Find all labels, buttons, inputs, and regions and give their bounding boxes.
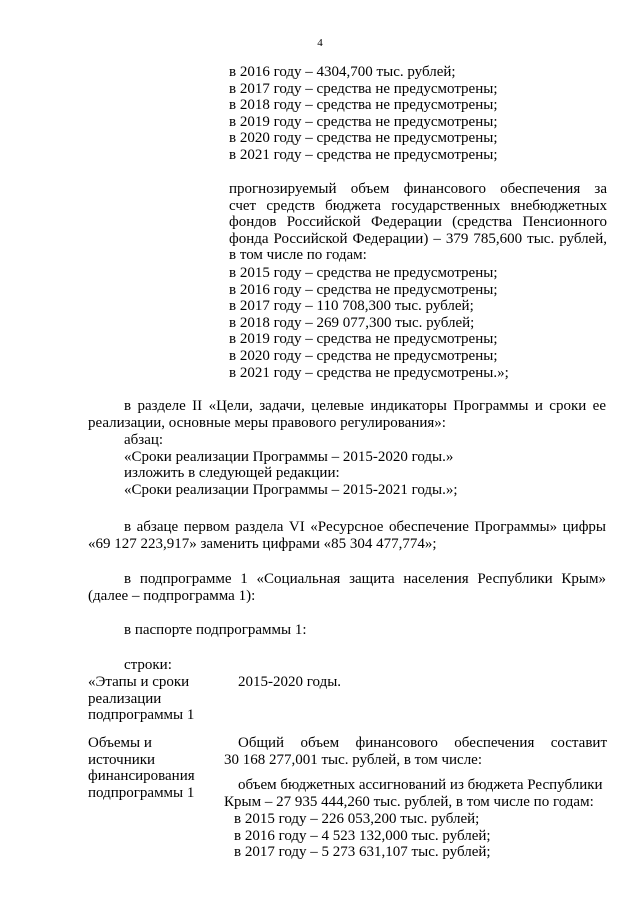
text-line: реализации — [88, 690, 162, 707]
text-line: объем бюджетных ассигнований из бюджета Республики — [238, 777, 603, 793]
list-item: в 2016 году – 4 523 132,000 тыс. рублей; — [234, 827, 491, 844]
page-number: 4 — [317, 37, 323, 49]
stages-label — [88, 674, 206, 724]
section-2-amendment — [88, 398, 606, 431]
text-line: в подпрограмме 1 «Социальная защита населения Республики Крым» — [124, 571, 606, 587]
pension-fund-paragraph — [229, 181, 607, 264]
section-6-amendment — [88, 519, 606, 552]
text-line: реализации, основные меры правового регулирования»: — [88, 414, 446, 431]
text-line: в абзаце первом раздела VI «Ресурсное обеспечение Программы» цифры — [124, 519, 606, 535]
list-item: в 2018 году – средства не предусмотрены; — [229, 97, 498, 114]
text-line: источники — [88, 751, 156, 768]
rows-heading: строки: — [124, 657, 172, 673]
text-line: счет средств бюджета государственных внебюджетных — [229, 197, 607, 214]
list-item: в 2015 году – 226 053,200 тыс. рублей; — [234, 811, 480, 827]
text-line: Общий объем финансового обеспечения составит — [238, 735, 607, 751]
list-item: в 2017 году – средства не предусмотрены; — [229, 80, 498, 97]
list-item: в 2015 году – средства не предусмотрены; — [229, 265, 498, 281]
list-item: в 2018 году – 269 077,300 тыс. рублей; — [229, 314, 475, 331]
subprogram-amendment — [88, 571, 606, 604]
section-2-replacement — [124, 432, 458, 498]
list-item: в 2017 году – 110 708,300 тыс. рублей; — [229, 298, 474, 315]
volumes-budget — [224, 777, 603, 810]
text-line: фонда Российской Федерации) – 379 785,600 тыс. рублей, — [229, 230, 607, 247]
list-item: в 2021 году – средства не предусмотрены.»; — [229, 364, 509, 381]
volumes-years-list — [234, 811, 491, 861]
text-line: финансирования — [88, 768, 195, 785]
text-line: абзац: — [124, 432, 164, 448]
text-line: «Сроки реализации Программы – 2015-2020 годы.» — [124, 448, 454, 465]
text-line: прогнозируемый объем финансового обеспечения за — [229, 181, 607, 197]
text-line: 30 168 277,001 тыс. рублей, в том числе: — [224, 751, 483, 768]
text-line: «Этапы и сроки — [88, 674, 190, 690]
list-item: в 2020 году – средства не предусмотрены; — [229, 130, 498, 147]
text-line: «69 127 223,917» заменить цифрами «85 304 477,774»; — [88, 535, 437, 552]
funding-years-list-a — [229, 64, 498, 164]
list-item: в 2017 году – 5 273 631,107 тыс. рублей; — [234, 844, 491, 861]
list-item: в 2016 году – 4304,700 тыс. рублей; — [229, 64, 456, 80]
list-item: в 2016 году – средства не предусмотрены; — [229, 281, 498, 298]
volumes-label — [88, 735, 206, 801]
list-item: в 2020 году – средства не предусмотрены; — [229, 347, 498, 364]
text-line: подпрограммы 1 — [88, 784, 195, 801]
passport-heading: в паспорте подпрограммы 1: — [124, 622, 307, 638]
text-line: изложить в следующей редакции: — [124, 465, 340, 482]
volumes-total — [224, 735, 607, 768]
list-item: в 2019 году – средства не предусмотрены; — [229, 331, 498, 348]
text-line: в разделе II «Цели, задачи, целевые индикаторы Программы и сроки ее — [124, 398, 606, 414]
stages-value: 2015-2020 годы. — [238, 674, 342, 690]
list-item: в 2021 году – средства не предусмотрены; — [229, 146, 498, 163]
funding-years-list-b — [229, 265, 509, 381]
text-line: фондов Российской Федерации (средства Пенсионного — [229, 214, 607, 231]
text-line: в том числе по годам: — [229, 247, 367, 264]
text-line: подпрограммы 1 — [88, 707, 195, 724]
text-line: Крым – 27 935 444,260 тыс. рублей, в том числе по годам: — [224, 793, 594, 810]
list-item: в 2019 году – средства не предусмотрены; — [229, 113, 498, 130]
text-line: Объемы и — [88, 735, 152, 751]
text-line: «Сроки реализации Программы – 2015-2021 годы.»; — [124, 481, 458, 498]
text-line: (далее – подпрограмма 1): — [88, 587, 256, 604]
